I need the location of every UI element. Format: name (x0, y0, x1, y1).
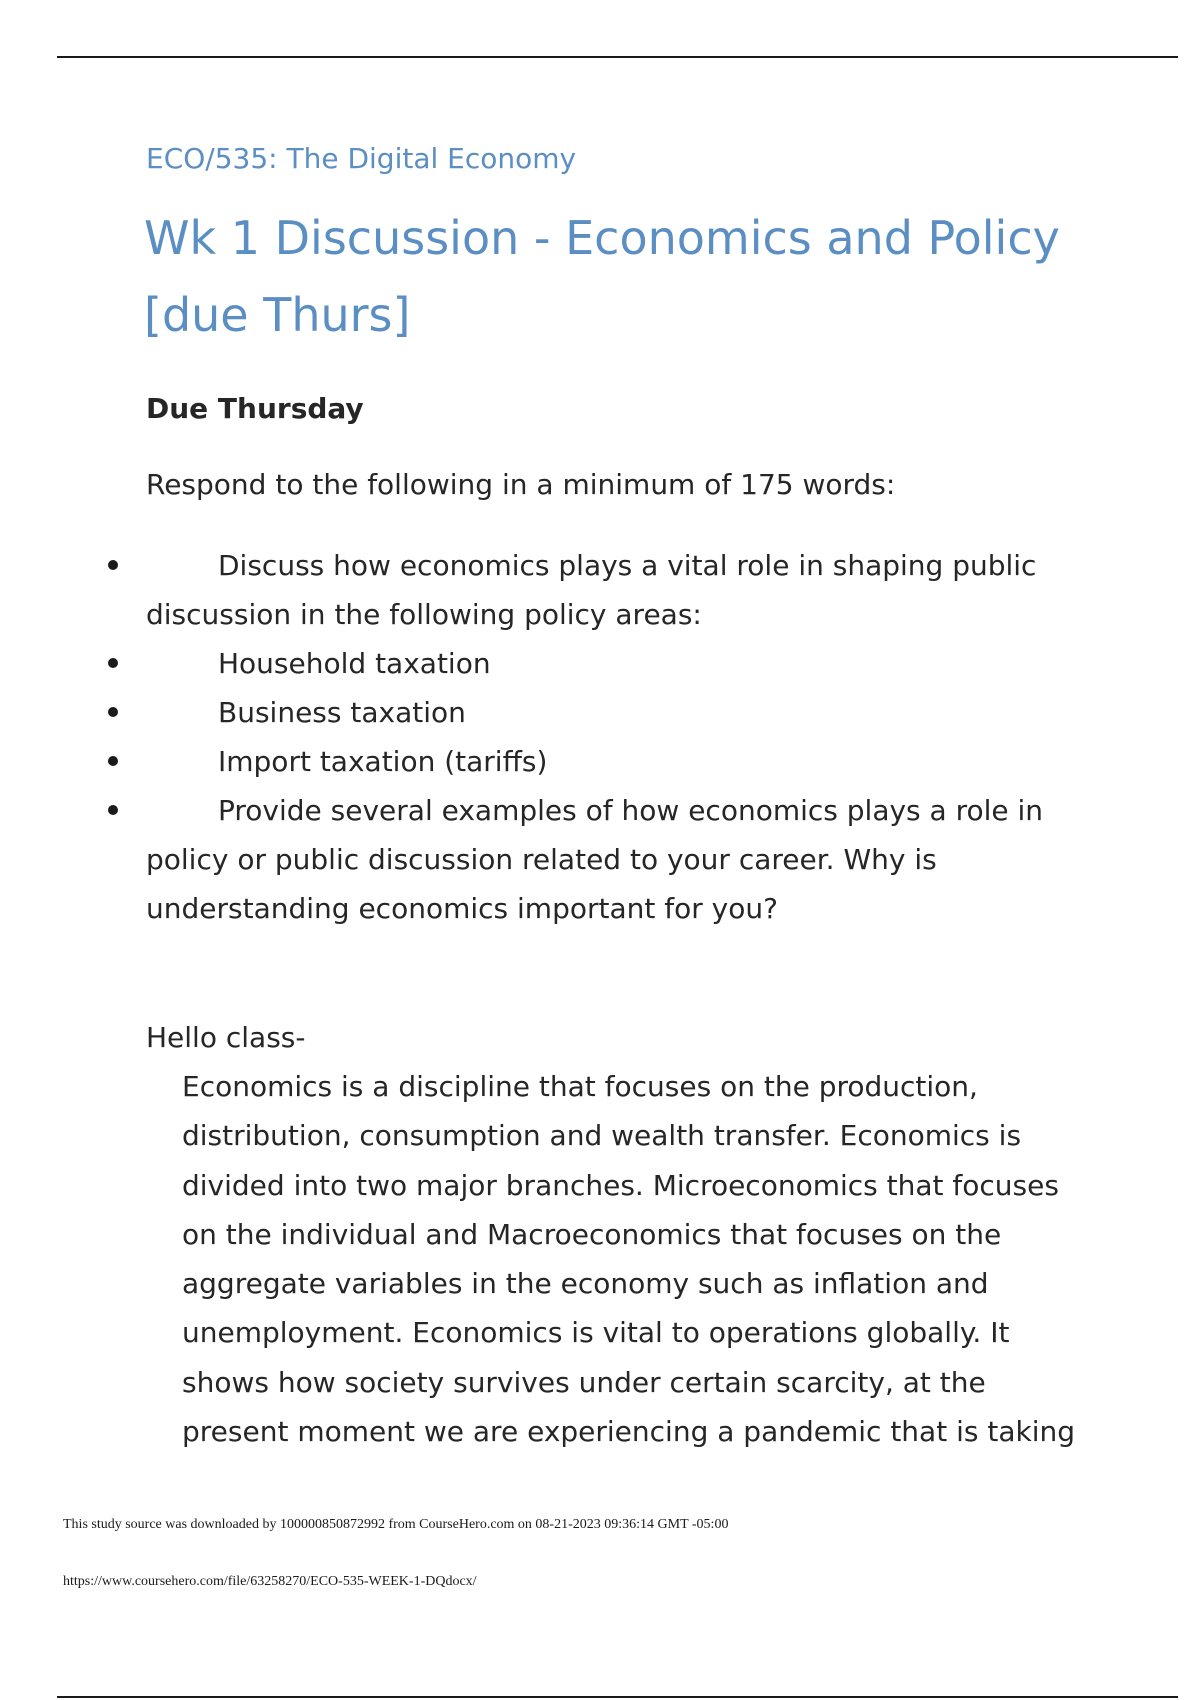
instruction-text: Respond to the following in a minimum of 175 words: (146, 468, 896, 501)
list-item (0, 541, 1200, 639)
course-name: ECO/535: The Digital Economy (146, 142, 577, 175)
due-heading: Due Thursday (146, 392, 364, 425)
prompt-bullet-list (0, 541, 1200, 933)
list-item-text: Discuss how economics plays a vital role in shaping public discussion in the following policy areas: (146, 549, 1037, 631)
list-item-text: Provide several examples of how economics plays a role in policy or public discussion related to your career. Why is understanding economics important for you? (146, 794, 1044, 925)
bullet-icon (108, 658, 118, 668)
list-item-text: Household taxation (218, 647, 491, 680)
page-title: Wk 1 Discussion - Economics and Policy [due Thurs] (144, 211, 1060, 342)
download-notice: This study source was downloaded by 100000850872992 from CourseHero.com on 08-21-2023 09:36:14 GMT -05:00 (63, 1517, 729, 1532)
bottom-rule (57, 1696, 1178, 1698)
bullet-icon (108, 707, 118, 717)
response-greeting: Hello class- (146, 1021, 306, 1054)
bullet-icon (108, 805, 118, 815)
source-url[interactable]: https://www.coursehero.com/file/63258270/ECO-535-WEEK-1-DQdocx/ (63, 1574, 477, 1589)
list-item (0, 786, 1200, 933)
list-item (0, 737, 1200, 786)
bullet-icon (108, 560, 118, 570)
list-item-text: Import taxation (tariffs) (218, 745, 548, 778)
response-body: Economics is a discipline that focuses on the production, distribution, consumption and wealth transfer. Economics is divided into two major branches. Microeconomics that focuses on the individual and Macroeconomics that focuses on the aggregate variables in the economy such as inflation and unemployment. Economics is vital to operations globally. It shows how society survives under certain scarcity, at the present moment we are experiencing a pandemic that is taking (182, 1070, 1076, 1449)
bullet-icon (108, 756, 118, 766)
list-item (0, 639, 1200, 688)
top-rule (57, 56, 1178, 58)
list-item-text: Business taxation (218, 696, 466, 729)
list-item (0, 688, 1200, 737)
